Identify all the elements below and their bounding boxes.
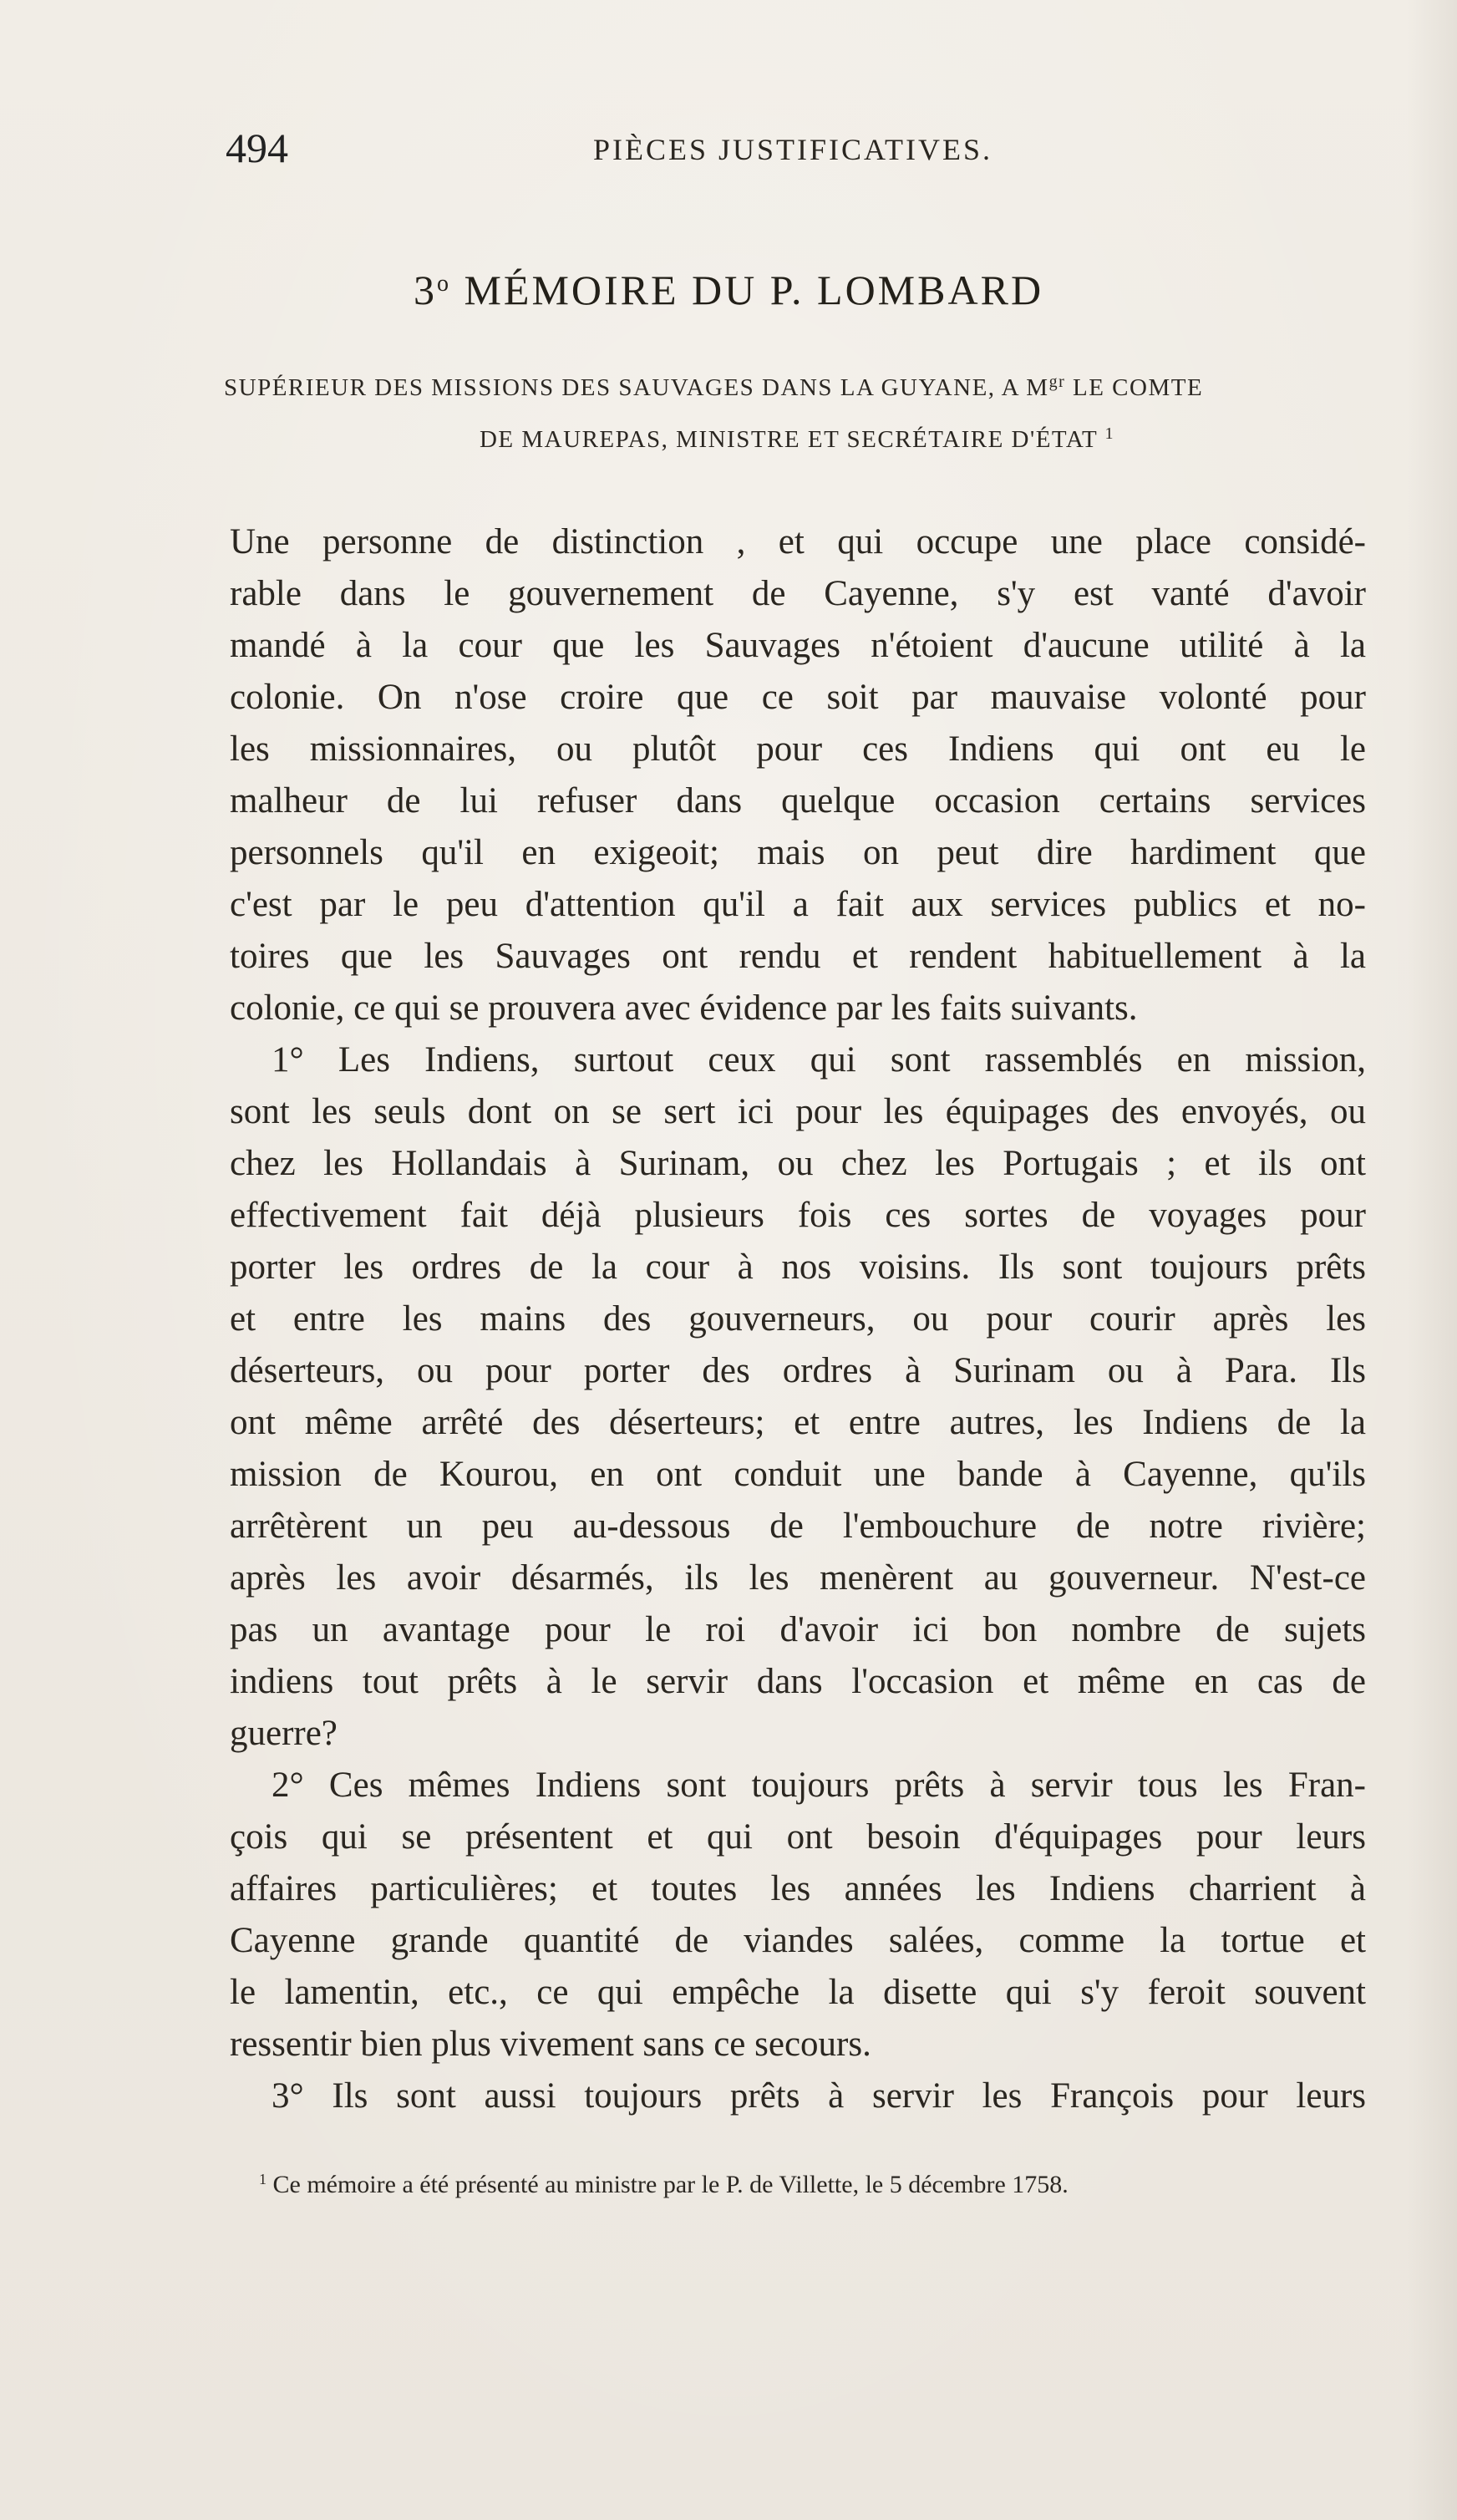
text-line: 1° Les Indiens, surtout ceux qui sont rassemblés en mission, bbox=[272, 1040, 1366, 1080]
text-line: les missionnaires, ou plutôt pour ces Indiens qui ont eu le bbox=[230, 729, 1366, 769]
title-text: MÉMOIRE DU P. LOMBARD bbox=[464, 267, 1044, 313]
footnote bbox=[259, 2171, 1370, 2199]
footnote-reference: 1 bbox=[1104, 424, 1114, 443]
memoire-title bbox=[0, 266, 1457, 314]
text-line: guerre? bbox=[230, 1714, 338, 1753]
text-line: personnels qu'il en exigeoit; mais on peut dire hardiment que bbox=[230, 833, 1366, 872]
title-ordinal: 3 bbox=[413, 267, 437, 313]
text-line: c'est par le peu d'attention qu'il a fait aux services publics et no- bbox=[230, 885, 1366, 924]
text-line: affaires particulières; et toutes les années les Indiens charrient à bbox=[230, 1869, 1366, 1908]
subtitle-line-1 bbox=[224, 373, 1370, 402]
text-line: effectivement fait déjà plusieurs fois ces sortes de voyages pour bbox=[230, 1196, 1366, 1235]
text-line: déserteurs, ou pour porter des ordres à Surinam ou à Para. Ils bbox=[230, 1351, 1366, 1390]
text-line: toires que les Sauvages ont rendu et rendent habituellement à la bbox=[230, 937, 1366, 976]
text-line: mission de Kourou, en ont conduit une bande à Cayenne, qu'ils bbox=[230, 1455, 1366, 1494]
text-line: arrêtèrent un peu au-dessous de l'embouchure de notre rivière; bbox=[230, 1506, 1366, 1546]
text-line: çois qui se présentent et qui ont besoin d'équipages pour leurs bbox=[230, 1817, 1366, 1857]
subtitle-line-1-text: SUPÉRIEUR DES MISSIONS DES SAUVAGES DANS LA GUYANE, A M bbox=[224, 374, 1049, 401]
text-line: ont même arrêté des déserteurs; et entre autres, les Indiens de la bbox=[230, 1403, 1366, 1442]
text-line: après les avoir désarmés, ils les menèrent au gouverneur. N'est-ce bbox=[230, 1558, 1366, 1598]
text-line: porter les ordres de la cour à nos voisins. Ils sont toujours prêts bbox=[230, 1247, 1366, 1287]
text-line: sont les seuls dont on se sert ici pour les équipages des envoyés, ou bbox=[230, 1092, 1366, 1131]
text-line: rable dans le gouvernement de Cayenne, s'y est vanté d'avoir bbox=[230, 574, 1366, 613]
text-line: Une personne de distinction , et qui occupe une place considé- bbox=[230, 522, 1366, 561]
text-line: colonie, ce qui se prouvera avec évidence par les faits suivants. bbox=[230, 988, 1138, 1028]
text-line: 2° Ces mêmes Indiens sont toujours prêts à servir tous les Fran- bbox=[272, 1766, 1366, 1805]
text-line: colonie. On n'ose croire que ce soit par mauvaise volonté pour bbox=[230, 678, 1366, 717]
footnote-marker: 1 bbox=[259, 2171, 267, 2187]
subtitle-line-2 bbox=[224, 424, 1370, 454]
text-line: chez les Hollandais à Surinam, ou chez les Portugais ; et ils ont bbox=[230, 1144, 1366, 1183]
subtitle-line-2-text: DE MAUREPAS, MINISTRE ET SECRÉTAIRE D'ÉTAT bbox=[479, 426, 1098, 453]
page-number: 494 bbox=[226, 124, 288, 171]
running-title: PIÈCES JUSTIFICATIVES. bbox=[593, 133, 993, 166]
text-line: et entre les mains des gouverneurs, ou pour courir après les bbox=[230, 1299, 1366, 1339]
title-ordinal-sup: o bbox=[436, 271, 451, 297]
text-line: le lamentin, etc., ce qui empêche la disette qui s'y feroit souvent bbox=[230, 1973, 1366, 2012]
subtitle-line-1-sup: gr bbox=[1048, 373, 1066, 391]
text-line: ressentir bien plus vivement sans ce secours. bbox=[230, 2025, 871, 2064]
page-edge-shadow bbox=[1407, 0, 1457, 2520]
text-line: mandé à la cour que les Sauvages n'étoient d'aucune utilité à la bbox=[230, 626, 1366, 665]
text-line: malheur de lui refuser dans quelque occasion certains services bbox=[230, 781, 1366, 821]
subtitle-line-1-end: LE COMTE bbox=[1065, 374, 1204, 401]
text-line: indiens tout prêts à le servir dans l'occasion et même en cas de bbox=[230, 1662, 1366, 1701]
text-line: pas un avantage pour le roi d'avoir ici bon nombre de sujets bbox=[230, 1610, 1366, 1649]
running-head bbox=[226, 124, 1378, 174]
text-line: 3° Ils sont aussi toujours prêts à servir les François pour leurs bbox=[272, 2076, 1366, 2116]
text-line: Cayenne grande quantité de viandes salées, comme la tortue et bbox=[230, 1921, 1366, 1960]
footnote-text: Ce mémoire a été présenté au ministre par le P. de Villette, le 5 décembre 1758. bbox=[272, 2171, 1069, 2198]
